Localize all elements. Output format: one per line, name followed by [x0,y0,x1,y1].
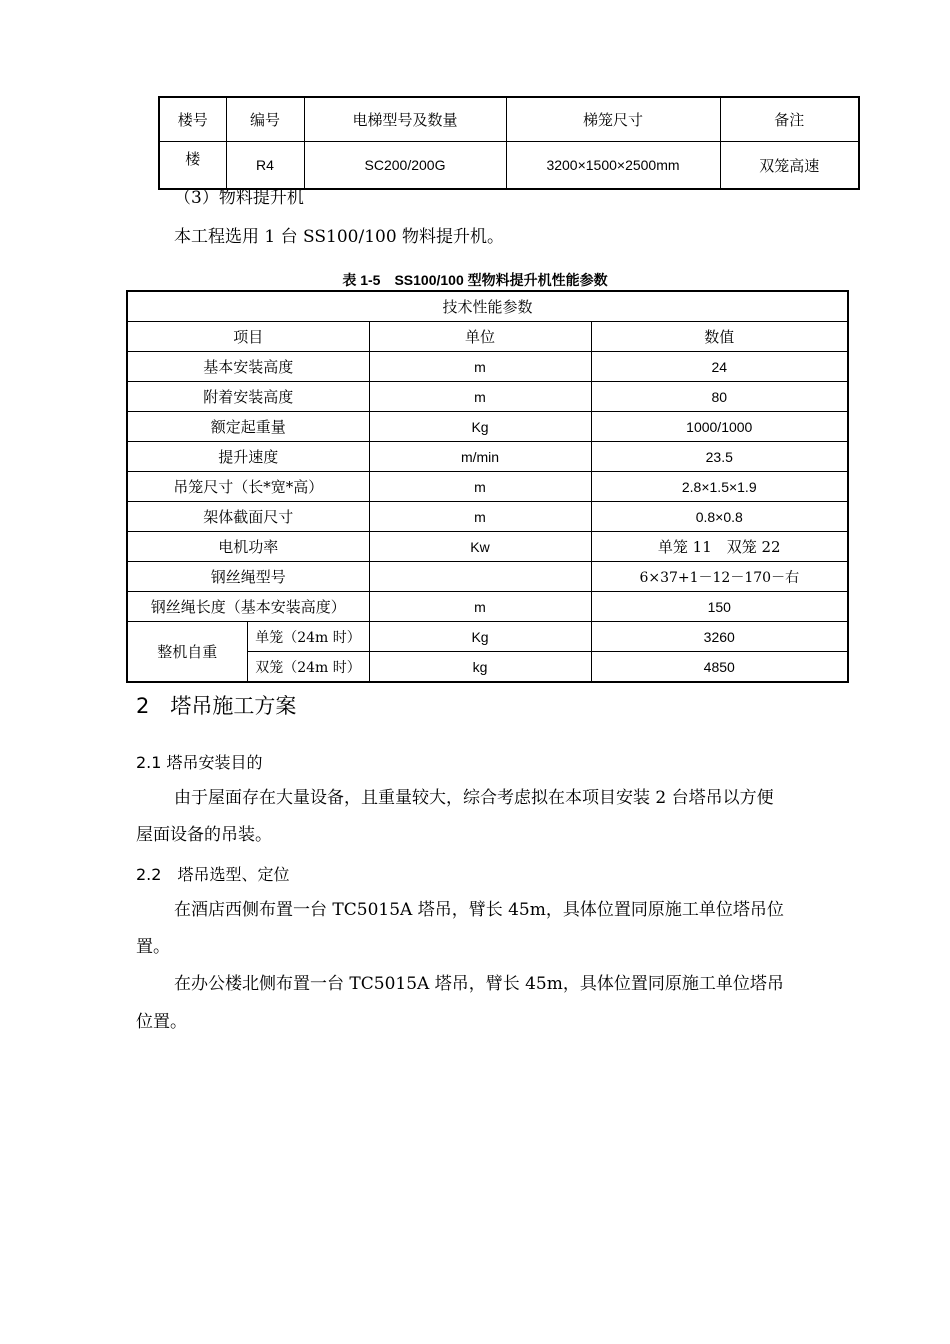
table-row [127,472,848,502]
value-cell: 1000/1000 [591,412,848,442]
paragraph-line: 在酒店西侧布置一台 TC5015A 塔吊，臂长 45m，具体位置同原施工单位塔吊位 [174,900,784,920]
unit-cell: kg [369,652,591,683]
unit-cell: m [369,502,591,532]
value-cell: 24 [591,352,848,382]
table-cell: SC200/200G [304,142,506,190]
header-cell: 数值 [591,322,848,352]
value-cell: 2.8×1.5×1.9 [591,472,848,502]
material-lift-intro: 本工程选用 1 台 SS100/100 物料提升机。 [174,227,505,247]
value-cell: 4850 [591,652,848,683]
table-caption: 表 1-5 SS100/100 型物料提升机性能参数 [342,272,608,288]
material-lift-heading: （3）物料提升机 [174,188,304,208]
table-row [127,382,848,412]
unit-cell: Kg [369,622,591,652]
value-cell: 0.8×0.8 [591,502,848,532]
paragraph-line: 置。 [136,937,170,957]
paragraph-line: 在办公楼北侧布置一台 TC5015A 塔吊，臂长 45m，具体位置同原施工单位塔吊 [174,974,784,994]
self-weight-label: 整机自重 [127,622,247,683]
table-row [127,562,848,592]
header-cell: 单位 [369,322,591,352]
value-cell: 80 [591,382,848,412]
paragraph-line: 位置。 [136,1012,187,1032]
unit-cell [369,562,591,592]
table-header-row [127,322,848,352]
item-cell: 电机功率 [127,532,369,562]
table-row [127,442,848,472]
table-cell: 楼 [159,142,226,190]
header-cell: 梯笼尺寸 [506,97,720,142]
header-cell: 项目 [127,322,369,352]
unit-cell: m [369,472,591,502]
item-cell: 吊笼尺寸（长*宽*高） [127,472,369,502]
item-cell: 基本安装高度 [127,352,369,382]
table-row [127,502,848,532]
table-row [127,352,848,382]
subsection-heading: 2.2 塔吊选型、定位 [136,865,290,884]
item-cell: 钢丝绳长度（基本安装高度） [127,592,369,622]
section-heading: 2 塔吊施工方案 [136,694,297,718]
subsection-heading: 2.1 塔吊安装目的 [136,753,263,772]
paragraph-line: 屋面设备的吊装。 [136,825,272,845]
table-row [127,622,848,652]
unit-cell: m [369,352,591,382]
table-cell: R4 [226,142,304,190]
table-row [127,412,848,442]
value-cell: 150 [591,592,848,622]
unit-cell: Kg [369,412,591,442]
table-cell: 3200×1500×2500mm [506,142,720,190]
value-cell: 6×37+1－12－170－右 [591,562,848,592]
sub-item-cell: 双笼（24m 时） [247,652,369,683]
sub-item-cell: 单笼（24m 时） [247,622,369,652]
table-row [159,142,859,190]
table-title-row [127,291,848,322]
value-cell: 3260 [591,622,848,652]
table-header-row [159,97,859,142]
table-row [127,592,848,622]
unit-cell: m/min [369,442,591,472]
value-cell: 23.5 [591,442,848,472]
item-cell: 额定起重量 [127,412,369,442]
unit-cell: m [369,382,591,412]
unit-cell: m [369,592,591,622]
paragraph-line: 由于屋面存在大量设备，且重量较大，综合考虑拟在本项目安装 2 台塔吊以方便 [174,788,774,808]
elevator-table [158,96,860,190]
table-title: 技术性能参数 [127,291,848,322]
value-cell: 单笼 11 双笼 22 [591,532,848,562]
header-cell: 楼号 [159,97,226,142]
header-cell: 编号 [226,97,304,142]
item-cell: 架体截面尺寸 [127,502,369,532]
item-cell: 附着安装高度 [127,382,369,412]
unit-cell: Kw [369,532,591,562]
item-cell: 提升速度 [127,442,369,472]
header-cell: 电梯型号及数量 [304,97,506,142]
lift-performance-table [126,290,849,683]
table-cell: 双笼高速 [720,142,859,190]
item-cell: 钢丝绳型号 [127,562,369,592]
table-row [127,532,848,562]
header-cell: 备注 [720,97,859,142]
